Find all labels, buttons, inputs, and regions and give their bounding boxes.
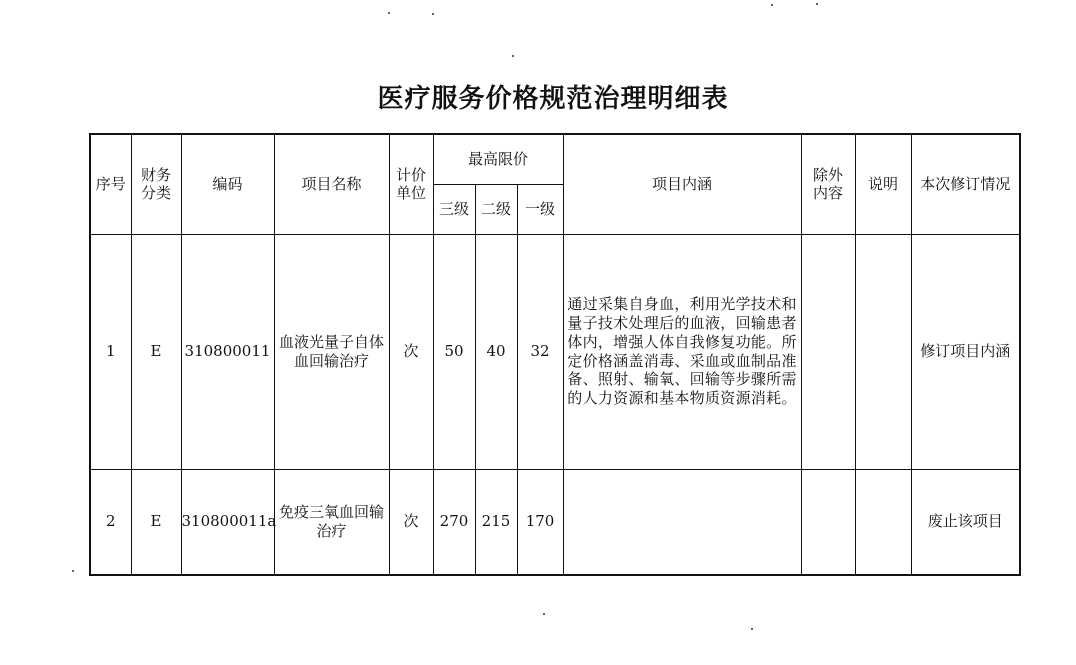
cell-finance: E: [131, 469, 181, 575]
cell-code: 310800011a: [181, 469, 274, 575]
cell-seq: 2: [90, 469, 131, 575]
table-row: [90, 469, 1020, 575]
cell-revision: 修订项目内涵: [911, 234, 1020, 469]
header-seq: 序号: [90, 134, 131, 234]
cell-item-name: 免疫三氧血回输治疗: [274, 469, 389, 575]
cell-revision: 废止该项目: [911, 469, 1020, 575]
cell-item-name: 血液光量子自体血回输治疗: [274, 234, 389, 469]
cell-seq: 1: [90, 234, 131, 469]
header-code: 编码: [181, 134, 274, 234]
header-item-name: 项目名称: [274, 134, 389, 234]
cell-level2-price: 40: [475, 234, 517, 469]
header-exclusions-label: 除外内容: [813, 165, 844, 203]
header-finance-label: 财务分类: [140, 165, 171, 203]
header-unit-label: 计价单位: [395, 165, 426, 203]
scan-speck: [388, 12, 390, 14]
scan-speck: [816, 3, 818, 5]
cell-finance: E: [131, 234, 181, 469]
header-finance-category: [131, 134, 181, 234]
cell-item-content: [563, 469, 801, 575]
scan-speck: [751, 628, 753, 630]
header-level1: 一级: [517, 184, 563, 234]
header-max-price: 最高限价: [433, 134, 563, 184]
header-level2: 二级: [475, 184, 517, 234]
header-level3: 三级: [433, 184, 475, 234]
page-title: 医疗服务价格规范治理明细表: [377, 84, 729, 114]
header-pricing-unit: [389, 134, 433, 234]
price-detail-table: [89, 133, 1021, 576]
cell-exclusions: [801, 234, 855, 469]
cell-level3-price: 270: [433, 469, 475, 575]
cell-level1-price: 32: [517, 234, 563, 469]
header-row: [90, 134, 1020, 184]
scan-speck: [432, 13, 434, 15]
table-row: [90, 234, 1020, 469]
cell-exclusions: [801, 469, 855, 575]
header-exclusions: [801, 134, 855, 234]
cell-unit: 次: [389, 469, 433, 575]
scan-speck: [512, 55, 514, 57]
header-notes: 说明: [855, 134, 911, 234]
cell-level1-price: 170: [517, 469, 563, 575]
scan-speck: [543, 613, 545, 615]
cell-notes: [855, 234, 911, 469]
cell-level2-price: 215: [475, 469, 517, 575]
scan-speck: [771, 4, 773, 6]
scan-speck: [72, 570, 74, 572]
cell-unit: 次: [389, 234, 433, 469]
cell-level3-price: 50: [433, 234, 475, 469]
cell-notes: [855, 469, 911, 575]
cell-item-content: 通过采集自身血，利用光学技术和量子技术处理后的血液，回输患者体内，增强人体自我修复功能。所定价格涵盖消毒、采血或血制品准备、照射、输氧、回输等步骤所需的人力资源和基本物质资源消耗。: [563, 234, 801, 469]
header-revision: 本次修订情况: [911, 134, 1020, 234]
cell-code: 310800011: [181, 234, 274, 469]
header-item-content: 项目内涵: [563, 134, 801, 234]
